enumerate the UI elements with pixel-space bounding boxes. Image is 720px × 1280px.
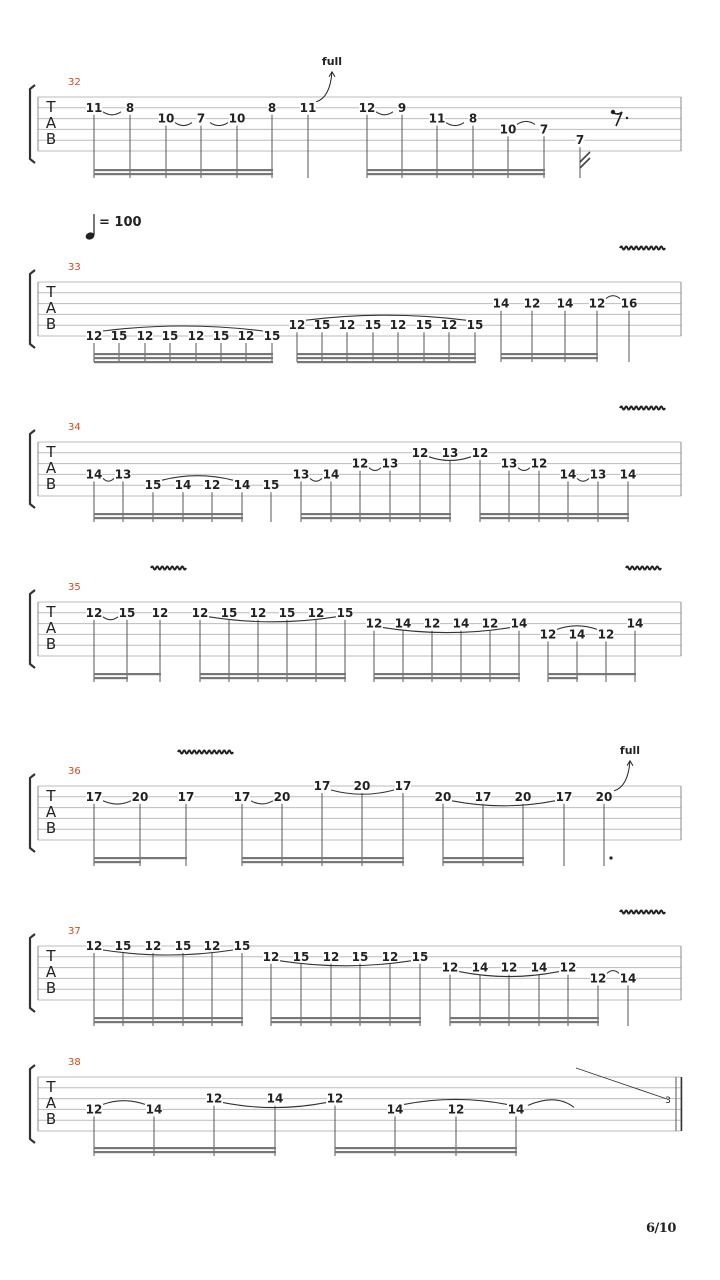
fret-number: 13 bbox=[381, 456, 399, 471]
slur-under bbox=[446, 123, 464, 126]
measure-number: 38 bbox=[68, 1057, 81, 1068]
fret-number: 12 bbox=[249, 605, 267, 620]
tuplet-number: 3 bbox=[665, 1096, 671, 1106]
fret-number: 12 bbox=[307, 605, 325, 620]
fret-number: 12 bbox=[539, 627, 557, 642]
fret-number: 14 bbox=[386, 1102, 404, 1117]
tab-clef-letter: T bbox=[46, 283, 56, 301]
beam bbox=[200, 673, 346, 675]
fret-number: 7 bbox=[539, 122, 549, 137]
vibrato-wave bbox=[626, 567, 661, 570]
tab-staff-system bbox=[30, 1057, 682, 1143]
fret-number: 13 bbox=[500, 456, 518, 471]
fret-number: 15 bbox=[415, 318, 433, 333]
tab-clef-letter: B bbox=[45, 635, 57, 653]
fret-number: 10 bbox=[499, 122, 517, 137]
tab-clef-letter: T bbox=[46, 603, 56, 621]
tremolo-flag bbox=[580, 152, 590, 168]
beam bbox=[374, 673, 520, 675]
beam bbox=[335, 1147, 517, 1149]
fret-number: 14 bbox=[507, 1102, 525, 1117]
beam bbox=[94, 169, 273, 171]
tab-clef-letter: A bbox=[45, 114, 57, 132]
slur-under bbox=[103, 801, 131, 804]
beam bbox=[94, 513, 243, 515]
fret-number: 20 bbox=[353, 779, 371, 793]
tab-clef-letter: A bbox=[45, 619, 57, 637]
vibrato-wave bbox=[178, 751, 233, 754]
fret-number: 15 bbox=[292, 949, 310, 964]
measure-38 bbox=[86, 1092, 574, 1156]
fret-number: 12 bbox=[288, 318, 306, 333]
fret-number: 17 bbox=[177, 789, 195, 804]
fret-number: 17 bbox=[313, 779, 331, 793]
fret-number: 12 bbox=[262, 949, 280, 964]
tab-clef-letter: A bbox=[45, 299, 57, 317]
fret-number: 15 bbox=[263, 329, 281, 343]
fret-number: 12 bbox=[597, 627, 615, 642]
beam bbox=[548, 673, 578, 675]
fret-number: 12 bbox=[187, 329, 205, 343]
beam bbox=[94, 673, 128, 675]
fret-number: 12 bbox=[203, 478, 221, 493]
measure-number: 37 bbox=[68, 926, 81, 937]
tab-clef-letter: A bbox=[45, 1094, 57, 1112]
slur-over bbox=[162, 476, 233, 480]
beam bbox=[501, 357, 598, 359]
beam bbox=[450, 1017, 599, 1019]
measure-35 bbox=[86, 606, 644, 682]
fret-number: 15 bbox=[220, 605, 238, 620]
beam bbox=[450, 1021, 599, 1023]
fret-number: 12 bbox=[559, 960, 577, 975]
fret-number: 14 bbox=[530, 960, 548, 975]
fret-number: 17 bbox=[233, 789, 251, 804]
fret-number: 8 bbox=[125, 100, 135, 115]
beam bbox=[242, 861, 404, 863]
fret-number: 9 bbox=[397, 100, 407, 115]
beam bbox=[94, 1021, 243, 1023]
beam bbox=[94, 857, 141, 859]
system-bracket bbox=[30, 934, 35, 1012]
fret-number: 8 bbox=[468, 111, 478, 126]
measure-37 bbox=[86, 939, 637, 1026]
fret-number: 12 bbox=[358, 100, 376, 115]
beam bbox=[367, 169, 545, 171]
fret-number: 20 bbox=[131, 789, 149, 804]
beam bbox=[94, 1017, 243, 1019]
fret-number: 12 bbox=[523, 296, 541, 311]
system-bracket bbox=[30, 590, 35, 668]
beam bbox=[297, 361, 476, 363]
fret-number: 12 bbox=[326, 1091, 344, 1106]
vibrato-wave bbox=[620, 911, 665, 914]
beam bbox=[297, 357, 476, 359]
fret-number: 10 bbox=[228, 111, 246, 126]
fret-number: 14 bbox=[233, 478, 251, 493]
beam bbox=[94, 357, 273, 359]
slur-under bbox=[310, 478, 322, 481]
fret-number: 14 bbox=[322, 467, 340, 482]
fret-number: 7 bbox=[575, 133, 585, 148]
beam bbox=[374, 677, 520, 679]
measure-number: 35 bbox=[68, 582, 81, 593]
fret-number: 7 bbox=[196, 111, 206, 126]
beam bbox=[548, 677, 578, 679]
bend-label-full: full bbox=[619, 743, 641, 757]
fret-number: 12 bbox=[365, 616, 383, 631]
page-number: 6/10 bbox=[646, 1221, 676, 1236]
tab-staff-system bbox=[30, 262, 681, 348]
fret-number: 14 bbox=[492, 296, 510, 311]
fret-number: 12 bbox=[322, 949, 340, 964]
slur-under bbox=[103, 478, 114, 481]
beam bbox=[94, 353, 273, 355]
tab-clef-letter: B bbox=[45, 130, 57, 148]
beam bbox=[94, 173, 273, 175]
tab-clef-letter: A bbox=[45, 803, 57, 821]
beam bbox=[140, 857, 187, 859]
beam bbox=[94, 677, 128, 679]
slur-over bbox=[517, 121, 535, 124]
fret-number: 14 bbox=[626, 616, 644, 631]
slur-under bbox=[369, 468, 381, 471]
slur-under bbox=[103, 617, 118, 620]
vibrato-wave bbox=[620, 407, 665, 410]
fret-number: 15 bbox=[114, 939, 132, 953]
beam bbox=[443, 861, 524, 863]
fret-number: 12 bbox=[203, 939, 221, 953]
beam bbox=[94, 361, 273, 363]
fret-number: 15 bbox=[278, 605, 296, 620]
tab-clef-letter: B bbox=[45, 819, 57, 837]
beam bbox=[367, 173, 545, 175]
beam bbox=[94, 1147, 276, 1149]
fret-number: 17 bbox=[394, 779, 412, 793]
measure-33 bbox=[86, 296, 638, 363]
fret-number: 12 bbox=[441, 960, 459, 975]
slur-under bbox=[518, 468, 530, 471]
fret-number: 14 bbox=[85, 467, 103, 482]
fret-number: 12 bbox=[85, 1102, 103, 1117]
fret-number: 15 bbox=[212, 329, 230, 343]
measure-number: 33 bbox=[68, 262, 81, 273]
fret-number: 15 bbox=[466, 318, 484, 333]
fret-number: 12 bbox=[237, 329, 255, 343]
fret-number: 12 bbox=[530, 456, 548, 471]
fret-number: 14 bbox=[266, 1091, 284, 1106]
slur-over bbox=[607, 971, 619, 974]
staccato-dot bbox=[609, 856, 612, 859]
fret-number: 15 bbox=[161, 329, 179, 343]
fret-number: 12 bbox=[423, 616, 441, 631]
fret-number: 12 bbox=[205, 1091, 223, 1106]
system-bracket bbox=[30, 85, 35, 163]
fret-number: 14 bbox=[452, 616, 470, 631]
beam bbox=[94, 1151, 276, 1153]
tuplet-bracket bbox=[576, 1068, 667, 1099]
fret-number: 14 bbox=[394, 616, 412, 631]
fret-number: 20 bbox=[434, 789, 452, 804]
fret-number: 20 bbox=[273, 789, 291, 804]
fret-number: 15 bbox=[144, 478, 162, 493]
fret-number: 15 bbox=[336, 605, 354, 620]
fret-number: 17 bbox=[555, 789, 573, 804]
fret-number: 14 bbox=[471, 960, 489, 975]
beam bbox=[501, 353, 598, 355]
beam bbox=[443, 857, 524, 859]
slur-over bbox=[606, 296, 620, 299]
fret-number: 14 bbox=[619, 467, 637, 482]
fret-number: 11 bbox=[85, 100, 103, 115]
beam bbox=[94, 861, 141, 863]
tab-clef-letter: T bbox=[46, 1078, 56, 1096]
fret-number: 14 bbox=[145, 1102, 163, 1117]
beam bbox=[335, 1151, 517, 1153]
slur-under bbox=[175, 123, 192, 126]
fret-number: 11 bbox=[299, 100, 317, 115]
system-bracket bbox=[30, 1065, 35, 1143]
fret-number: 12 bbox=[351, 456, 369, 471]
tab-clef-letter: B bbox=[45, 475, 57, 493]
fret-number: 8 bbox=[267, 100, 277, 115]
fret-number: 12 bbox=[447, 1102, 465, 1117]
tempo-mark bbox=[85, 214, 142, 241]
measure-36 bbox=[86, 744, 640, 866]
beam bbox=[271, 1017, 421, 1019]
beam bbox=[480, 513, 629, 515]
beam bbox=[577, 673, 636, 675]
beam bbox=[271, 1021, 421, 1023]
measure-number: 32 bbox=[68, 77, 81, 88]
fret-number: 12 bbox=[500, 960, 518, 975]
fret-number: 17 bbox=[474, 789, 492, 804]
fret-number: 12 bbox=[338, 318, 356, 333]
fret-number: 12 bbox=[136, 329, 154, 343]
measure-32 bbox=[86, 101, 585, 178]
fret-number: 12 bbox=[85, 605, 103, 620]
fret-number: 15 bbox=[118, 605, 136, 620]
fret-number: 14 bbox=[559, 467, 577, 482]
fret-number: 17 bbox=[85, 789, 103, 804]
tab-clef-letter: B bbox=[45, 1110, 57, 1128]
beam bbox=[480, 517, 629, 519]
fret-number: 12 bbox=[588, 296, 606, 311]
measure-34 bbox=[86, 446, 637, 522]
tab-staff-system bbox=[30, 582, 681, 668]
fret-number: 12 bbox=[589, 971, 607, 986]
vibrato-wave bbox=[620, 247, 665, 250]
fret-number: 14 bbox=[556, 296, 574, 311]
slur-under bbox=[251, 801, 273, 804]
fret-number: 10 bbox=[157, 111, 175, 126]
tab-clef-letter: B bbox=[45, 315, 57, 333]
fret-number: 15 bbox=[174, 939, 192, 953]
slur-under bbox=[577, 478, 589, 481]
fret-number: 14 bbox=[619, 971, 637, 986]
tab-clef-letter: T bbox=[46, 98, 56, 116]
tempo-text: = 100 bbox=[99, 215, 142, 230]
system-bracket bbox=[30, 270, 35, 348]
measure-number: 36 bbox=[68, 766, 81, 777]
fret-number: 12 bbox=[389, 318, 407, 333]
beam bbox=[297, 353, 476, 355]
fret-number: 12 bbox=[151, 605, 169, 620]
fret-number: 13 bbox=[589, 467, 607, 482]
tab-clef-letter: T bbox=[46, 947, 56, 965]
fret-number: 13 bbox=[114, 467, 132, 482]
fret-number: 12 bbox=[440, 318, 458, 333]
beam bbox=[94, 517, 243, 519]
beam bbox=[301, 513, 451, 515]
fret-number: 14 bbox=[174, 478, 192, 493]
slur-under bbox=[376, 112, 393, 115]
tab-staff-system bbox=[30, 77, 681, 163]
tab-clef-letter: A bbox=[45, 963, 57, 981]
fret-number: 12 bbox=[471, 445, 489, 460]
fret-number: 20 bbox=[595, 789, 613, 804]
dot bbox=[626, 117, 628, 119]
fret-number: 15 bbox=[351, 949, 369, 964]
fret-number: 16 bbox=[620, 296, 638, 311]
fret-number: 12 bbox=[191, 605, 209, 620]
fret-number: 12 bbox=[85, 329, 103, 343]
fret-number: 15 bbox=[110, 329, 128, 343]
fret-number: 14 bbox=[568, 627, 586, 642]
beam bbox=[200, 677, 346, 679]
fret-number: 12 bbox=[411, 445, 429, 460]
tab-clef-letter: B bbox=[45, 979, 57, 997]
vibrato-wave bbox=[151, 567, 186, 570]
fret-number: 12 bbox=[85, 939, 103, 953]
fret-number: 15 bbox=[262, 478, 280, 493]
slur-under bbox=[210, 123, 228, 126]
fret-number: 12 bbox=[481, 616, 499, 631]
fret-number: 11 bbox=[428, 111, 446, 126]
tab-clef-letter: A bbox=[45, 459, 57, 477]
fret-number: 13 bbox=[441, 445, 459, 460]
system-bracket bbox=[30, 774, 35, 852]
tab-clef-letter: T bbox=[46, 787, 56, 805]
fret-number: 12 bbox=[144, 939, 162, 953]
fret-number: 15 bbox=[313, 318, 331, 333]
fret-number: 20 bbox=[514, 789, 532, 804]
measure-number: 34 bbox=[68, 422, 81, 433]
slur-over bbox=[103, 1101, 145, 1105]
slur bbox=[528, 1100, 574, 1108]
bend-label-full: full bbox=[321, 54, 343, 68]
slur-under bbox=[452, 801, 555, 806]
rest-dot bbox=[611, 110, 615, 114]
beam bbox=[127, 673, 161, 675]
fret-number: 12 bbox=[381, 949, 399, 964]
fret-number: 13 bbox=[292, 467, 310, 482]
slur-under bbox=[103, 112, 121, 115]
beam bbox=[301, 517, 451, 519]
fret-number: 15 bbox=[233, 939, 251, 953]
beam bbox=[242, 857, 404, 859]
tab-clef-letter: T bbox=[46, 443, 56, 461]
fret-number: 14 bbox=[510, 616, 528, 631]
fret-number: 15 bbox=[411, 949, 429, 964]
fret-number: 15 bbox=[364, 318, 382, 333]
system-bracket bbox=[30, 430, 35, 508]
